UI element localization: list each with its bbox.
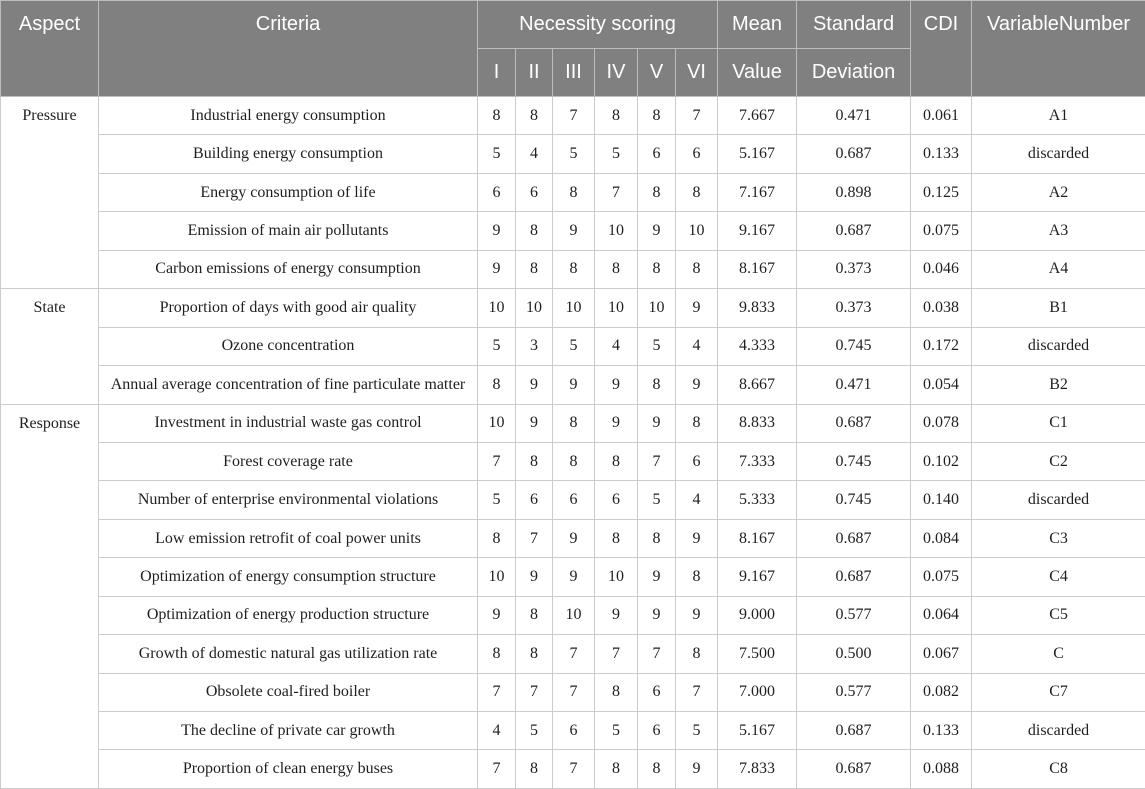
cell-cdi: 0.061: [911, 97, 972, 135]
cell-score-5: 8: [638, 97, 676, 135]
header-necessity-scoring: Necessity scoring: [478, 1, 718, 49]
cell-mean-value: 9.833: [718, 289, 797, 327]
cell-score-3: 10: [553, 596, 595, 634]
cell-variable-number: discarded: [972, 712, 1145, 750]
cell-mean-value: 9.000: [718, 596, 797, 634]
cell-score-4: 8: [595, 250, 638, 288]
cell-criteria: Number of enterprise environmental violations: [99, 481, 478, 519]
header-expert-2: II: [516, 49, 553, 97]
cell-mean-value: 5.167: [718, 712, 797, 750]
header-expert-6: VI: [676, 49, 718, 97]
cell-score-6: 7: [676, 97, 718, 135]
cell-standard-deviation: 0.471: [797, 97, 911, 135]
cell-mean-value: 5.167: [718, 135, 797, 173]
cell-score-2: 10: [516, 289, 553, 327]
cell-score-6: 7: [676, 673, 718, 711]
cell-variable-number: A3: [972, 212, 1145, 250]
cell-score-1: 10: [478, 404, 516, 442]
cell-score-6: 6: [676, 442, 718, 480]
header-expert-4: IV: [595, 49, 638, 97]
cell-mean-value: 8.667: [718, 366, 797, 404]
cell-score-6: 9: [676, 366, 718, 404]
cell-score-1: 10: [478, 558, 516, 596]
cell-standard-deviation: 0.373: [797, 289, 911, 327]
cell-score-5: 7: [638, 635, 676, 673]
cell-score-1: 6: [478, 173, 516, 211]
cell-score-3: 8: [553, 404, 595, 442]
cell-score-2: 8: [516, 212, 553, 250]
cell-score-6: 9: [676, 750, 718, 789]
cell-score-4: 6: [595, 481, 638, 519]
cell-score-3: 7: [553, 750, 595, 789]
cell-score-3: 8: [553, 173, 595, 211]
table-row: [1, 173, 1145, 211]
cell-variable-number: C1: [972, 404, 1145, 442]
cell-score-4: 4: [595, 327, 638, 365]
cell-score-5: 9: [638, 212, 676, 250]
cell-standard-deviation: 0.687: [797, 519, 911, 557]
cell-score-4: 7: [595, 173, 638, 211]
cell-criteria: Ozone concentration: [99, 327, 478, 365]
cell-cdi: 0.054: [911, 366, 972, 404]
cell-cdi: 0.088: [911, 750, 972, 789]
cell-criteria: Building energy consumption: [99, 135, 478, 173]
cell-variable-number: C8: [972, 750, 1145, 789]
cell-variable-number: C4: [972, 558, 1145, 596]
cell-score-3: 9: [553, 558, 595, 596]
header-cdi: CDI: [911, 1, 972, 97]
cell-variable-number: A2: [972, 173, 1145, 211]
cell-score-6: 10: [676, 212, 718, 250]
cell-mean-value: 9.167: [718, 212, 797, 250]
cell-score-5: 8: [638, 250, 676, 288]
table-body: [1, 97, 1145, 789]
cell-score-2: 5: [516, 712, 553, 750]
cell-score-4: 9: [595, 596, 638, 634]
cell-score-4: 8: [595, 442, 638, 480]
cell-score-3: 7: [553, 673, 595, 711]
table-row: [1, 135, 1145, 173]
cell-score-2: 8: [516, 635, 553, 673]
cell-score-2: 9: [516, 404, 553, 442]
cell-criteria: Energy consumption of life: [99, 173, 478, 211]
cell-score-5: 9: [638, 404, 676, 442]
cell-criteria: Proportion of clean energy buses: [99, 750, 478, 789]
cell-criteria: Optimization of energy production structure: [99, 596, 478, 634]
cell-score-3: 5: [553, 327, 595, 365]
cell-variable-number: C2: [972, 442, 1145, 480]
cell-score-1: 8: [478, 366, 516, 404]
cell-score-6: 8: [676, 173, 718, 211]
cell-score-5: 5: [638, 481, 676, 519]
cell-cdi: 0.075: [911, 558, 972, 596]
table-row: [1, 327, 1145, 365]
cell-criteria: Forest coverage rate: [99, 442, 478, 480]
cell-mean-value: 7.500: [718, 635, 797, 673]
cell-aspect: State: [1, 289, 99, 404]
cell-score-2: 8: [516, 596, 553, 634]
cell-score-3: 6: [553, 712, 595, 750]
cell-mean-value: 7.167: [718, 173, 797, 211]
cell-score-5: 8: [638, 750, 676, 789]
cell-aspect: Pressure: [1, 97, 99, 289]
cell-score-3: 9: [553, 366, 595, 404]
table-row: [1, 673, 1145, 711]
cell-score-4: 10: [595, 289, 638, 327]
cell-score-1: 8: [478, 519, 516, 557]
cell-score-6: 8: [676, 635, 718, 673]
cell-variable-number: A1: [972, 97, 1145, 135]
cell-score-1: 8: [478, 97, 516, 135]
cell-cdi: 0.078: [911, 404, 972, 442]
cell-cdi: 0.067: [911, 635, 972, 673]
cell-score-3: 9: [553, 212, 595, 250]
cell-variable-number: C5: [972, 596, 1145, 634]
cell-cdi: 0.140: [911, 481, 972, 519]
cell-standard-deviation: 0.373: [797, 250, 911, 288]
cell-score-5: 9: [638, 596, 676, 634]
cell-score-4: 8: [595, 519, 638, 557]
table-row: [1, 596, 1145, 634]
cell-score-1: 7: [478, 673, 516, 711]
cell-variable-number: B1: [972, 289, 1145, 327]
cell-score-6: 9: [676, 289, 718, 327]
cell-criteria: Carbon emissions of energy consumption: [99, 250, 478, 288]
cell-mean-value: 4.333: [718, 327, 797, 365]
cell-score-2: 7: [516, 519, 553, 557]
cell-criteria: Low emission retrofit of coal power units: [99, 519, 478, 557]
cell-score-1: 5: [478, 481, 516, 519]
table-row: [1, 712, 1145, 750]
cell-score-6: 6: [676, 135, 718, 173]
header-variable-number: VariableNumber: [972, 1, 1145, 97]
cell-score-6: 5: [676, 712, 718, 750]
cell-mean-value: 8.167: [718, 519, 797, 557]
table-row: [1, 212, 1145, 250]
cell-cdi: 0.075: [911, 212, 972, 250]
cell-aspect: Response: [1, 404, 99, 789]
cell-score-6: 8: [676, 404, 718, 442]
cell-standard-deviation: 0.687: [797, 750, 911, 789]
cell-cdi: 0.038: [911, 289, 972, 327]
cell-variable-number: C7: [972, 673, 1145, 711]
cell-cdi: 0.172: [911, 327, 972, 365]
cell-standard-deviation: 0.687: [797, 404, 911, 442]
cell-variable-number: B2: [972, 366, 1145, 404]
cell-score-2: 9: [516, 366, 553, 404]
cell-score-2: 9: [516, 558, 553, 596]
table-row: [1, 404, 1145, 442]
cell-score-3: 6: [553, 481, 595, 519]
cell-standard-deviation: 0.898: [797, 173, 911, 211]
header-mean: Mean: [718, 1, 797, 49]
cell-criteria: Investment in industrial waste gas control: [99, 404, 478, 442]
cell-variable-number: discarded: [972, 327, 1145, 365]
cell-score-4: 10: [595, 558, 638, 596]
cell-score-3: 8: [553, 442, 595, 480]
cell-score-3: 7: [553, 635, 595, 673]
cell-score-2: 8: [516, 442, 553, 480]
cell-standard-deviation: 0.500: [797, 635, 911, 673]
cell-score-4: 5: [595, 135, 638, 173]
cell-score-3: 8: [553, 250, 595, 288]
cell-variable-number: discarded: [972, 135, 1145, 173]
cell-mean-value: 5.333: [718, 481, 797, 519]
header-expert-3: III: [553, 49, 595, 97]
cell-score-3: 7: [553, 97, 595, 135]
cell-variable-number: C3: [972, 519, 1145, 557]
table-row: [1, 250, 1145, 288]
cell-mean-value: 7.000: [718, 673, 797, 711]
cell-cdi: 0.133: [911, 712, 972, 750]
cell-score-4: 8: [595, 750, 638, 789]
cell-standard-deviation: 0.745: [797, 481, 911, 519]
cell-score-6: 8: [676, 250, 718, 288]
cell-score-2: 7: [516, 673, 553, 711]
cell-cdi: 0.102: [911, 442, 972, 480]
table-row: [1, 481, 1145, 519]
table-row: [1, 635, 1145, 673]
table-row: [1, 519, 1145, 557]
cell-score-1: 9: [478, 596, 516, 634]
cell-score-2: 6: [516, 173, 553, 211]
cell-criteria: Annual average concentration of fine particulate matter: [99, 366, 478, 404]
cell-score-3: 10: [553, 289, 595, 327]
cell-mean-value: 7.833: [718, 750, 797, 789]
cell-score-6: 8: [676, 558, 718, 596]
cell-score-4: 9: [595, 404, 638, 442]
cell-score-2: 8: [516, 250, 553, 288]
cell-score-5: 6: [638, 673, 676, 711]
cell-score-1: 7: [478, 750, 516, 789]
table-row: [1, 442, 1145, 480]
header-expert-5: V: [638, 49, 676, 97]
cell-standard-deviation: 0.471: [797, 366, 911, 404]
cell-variable-number: A4: [972, 250, 1145, 288]
cell-standard-deviation: 0.745: [797, 442, 911, 480]
cell-score-4: 7: [595, 635, 638, 673]
header-aspect: Aspect: [1, 1, 99, 97]
table-row: [1, 366, 1145, 404]
header-value: Value: [718, 49, 797, 97]
cell-cdi: 0.082: [911, 673, 972, 711]
cell-variable-number: discarded: [972, 481, 1145, 519]
cell-score-6: 4: [676, 327, 718, 365]
cell-criteria: Proportion of days with good air quality: [99, 289, 478, 327]
cell-score-5: 8: [638, 519, 676, 557]
cell-score-4: 8: [595, 673, 638, 711]
table-row: [1, 750, 1145, 789]
cell-score-2: 6: [516, 481, 553, 519]
cell-standard-deviation: 0.577: [797, 596, 911, 634]
cell-mean-value: 7.667: [718, 97, 797, 135]
cell-criteria: Industrial energy consumption: [99, 97, 478, 135]
cell-cdi: 0.125: [911, 173, 972, 211]
cell-cdi: 0.084: [911, 519, 972, 557]
cell-standard-deviation: 0.687: [797, 135, 911, 173]
header-expert-1: I: [478, 49, 516, 97]
cell-score-6: 9: [676, 519, 718, 557]
cell-score-2: 8: [516, 97, 553, 135]
table-header: [1, 1, 1145, 97]
header-criteria: Criteria: [99, 1, 478, 97]
cell-score-5: 9: [638, 558, 676, 596]
cell-score-1: 8: [478, 635, 516, 673]
cell-standard-deviation: 0.687: [797, 558, 911, 596]
cell-score-5: 6: [638, 712, 676, 750]
cell-criteria: The decline of private car growth: [99, 712, 478, 750]
cell-mean-value: 7.333: [718, 442, 797, 480]
cell-standard-deviation: 0.687: [797, 212, 911, 250]
cell-score-1: 5: [478, 135, 516, 173]
cell-cdi: 0.133: [911, 135, 972, 173]
cell-criteria: Obsolete coal-fired boiler: [99, 673, 478, 711]
header-row-top: [1, 1, 1145, 49]
header-standard: Standard: [797, 1, 911, 49]
table-row: [1, 289, 1145, 327]
cell-score-1: 10: [478, 289, 516, 327]
cell-mean-value: 8.833: [718, 404, 797, 442]
cell-score-3: 5: [553, 135, 595, 173]
cell-score-1: 5: [478, 327, 516, 365]
cell-score-1: 9: [478, 250, 516, 288]
cell-score-4: 9: [595, 366, 638, 404]
table-row: [1, 558, 1145, 596]
table-row: [1, 97, 1145, 135]
cell-score-6: 9: [676, 596, 718, 634]
cell-score-5: 10: [638, 289, 676, 327]
cell-score-2: 4: [516, 135, 553, 173]
cell-score-5: 5: [638, 327, 676, 365]
cell-score-4: 5: [595, 712, 638, 750]
cell-score-1: 7: [478, 442, 516, 480]
cell-variable-number: C: [972, 635, 1145, 673]
cell-score-5: 6: [638, 135, 676, 173]
cell-standard-deviation: 0.687: [797, 712, 911, 750]
cell-score-3: 9: [553, 519, 595, 557]
cell-score-1: 4: [478, 712, 516, 750]
cell-score-1: 9: [478, 212, 516, 250]
cell-cdi: 0.046: [911, 250, 972, 288]
cell-score-2: 8: [516, 750, 553, 789]
cell-score-5: 8: [638, 366, 676, 404]
cell-criteria: Emission of main air pollutants: [99, 212, 478, 250]
cell-criteria: Optimization of energy consumption structure: [99, 558, 478, 596]
cell-cdi: 0.064: [911, 596, 972, 634]
cell-score-4: 10: [595, 212, 638, 250]
cell-mean-value: 8.167: [718, 250, 797, 288]
cell-score-2: 3: [516, 327, 553, 365]
cell-score-5: 7: [638, 442, 676, 480]
cell-criteria: Growth of domestic natural gas utilization rate: [99, 635, 478, 673]
cell-score-6: 4: [676, 481, 718, 519]
header-deviation: Deviation: [797, 49, 911, 97]
cell-standard-deviation: 0.577: [797, 673, 911, 711]
cell-standard-deviation: 0.745: [797, 327, 911, 365]
cell-mean-value: 9.167: [718, 558, 797, 596]
cell-score-5: 8: [638, 173, 676, 211]
cell-score-4: 8: [595, 97, 638, 135]
